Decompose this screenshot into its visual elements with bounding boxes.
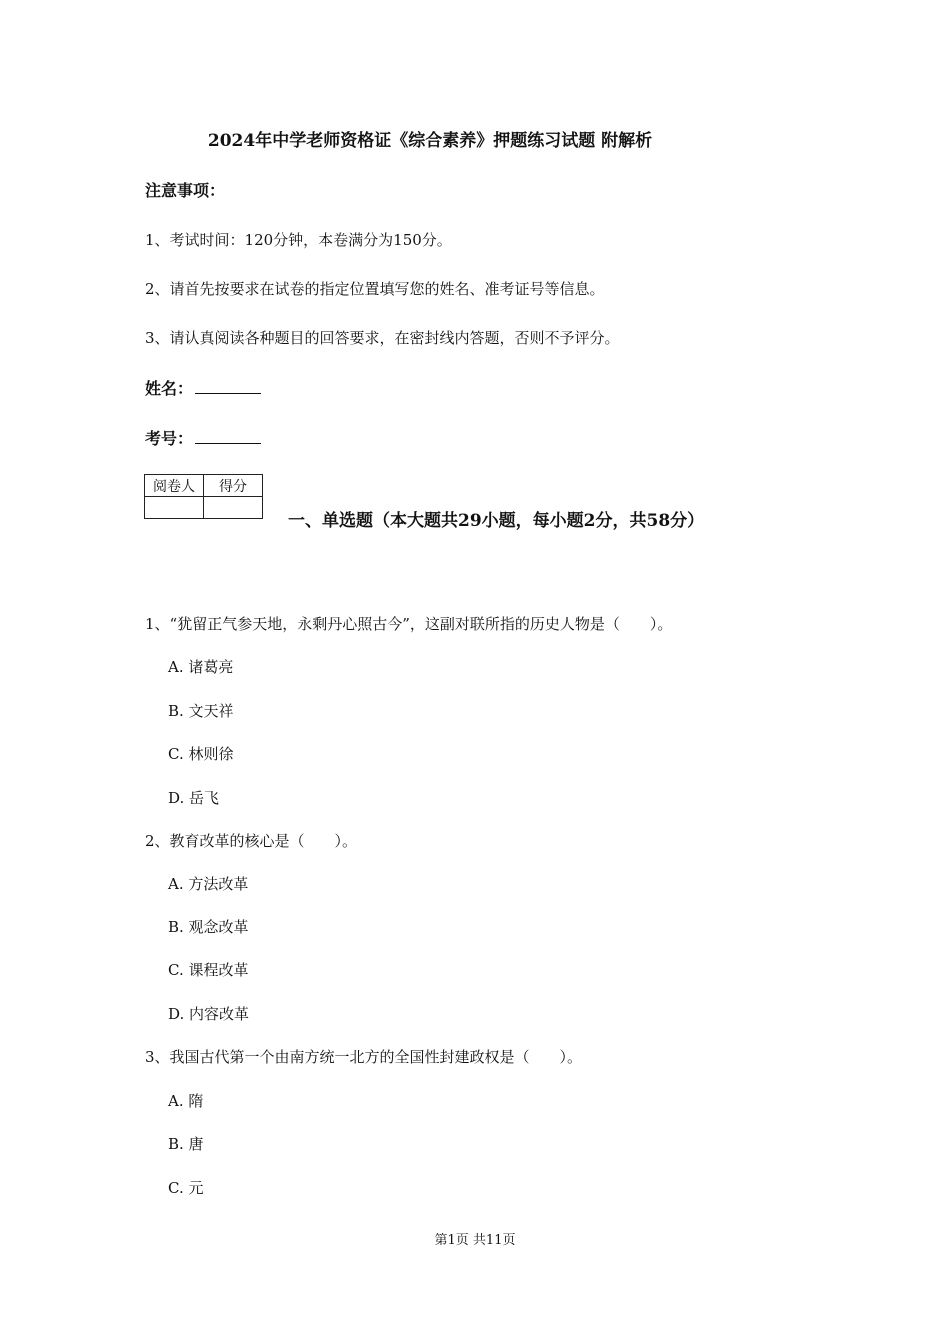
question-option: C. 课程改革	[168, 961, 249, 979]
question-option: B. 唐	[168, 1135, 204, 1153]
section-title: 一、单选题（本大题共29小题，每小题2分，共58分）	[288, 511, 705, 531]
question-text: 1、“犹留正气参天地，永剩丹心照古今”，这副对联所指的历史人物是（ ）。	[145, 615, 673, 633]
notice-item: 2、请首先按要求在试卷的指定位置填写您的姓名、准考证号等信息。	[145, 280, 605, 298]
question-option: C. 元	[168, 1179, 204, 1197]
notice-item: 1、考试时间：120分钟，本卷满分为150分。	[145, 231, 452, 249]
exam-id-label: 考号：	[145, 429, 194, 448]
score-table-cell-grader	[145, 497, 204, 519]
question-option: B. 观念改革	[168, 918, 249, 936]
question-option: D. 内容改革	[168, 1005, 250, 1023]
document-title: 2024年中学老师资格证《综合素养》押题练习试题 附解析	[207, 131, 653, 151]
notice-item: 3、请认真阅读各种题目的回答要求，在密封线内答题，否则不予评分。	[145, 329, 620, 347]
question-text: 3、我国古代第一个由南方统一北方的全国性封建政权是（ ）。	[145, 1048, 583, 1066]
question-option: B. 文天祥	[168, 702, 234, 720]
exam-id-blank-line[interactable]	[195, 429, 261, 444]
name-label: 姓名：	[145, 379, 194, 398]
question-option: A. 诸葛亮	[168, 658, 234, 676]
question-option: A. 方法改革	[168, 875, 249, 893]
notice-heading: 注意事项：	[145, 181, 226, 200]
exam-id-field	[145, 426, 261, 449]
score-table-header-grader: 阅卷人	[145, 475, 204, 497]
question-option: A. 隋	[168, 1092, 204, 1110]
page-footer: 第1页 共11页	[434, 1233, 516, 1248]
score-table-cell-score	[204, 497, 263, 519]
name-field	[145, 376, 261, 399]
question-option: C. 林则徐	[168, 745, 234, 763]
name-blank-line[interactable]	[195, 379, 261, 394]
score-table-header-score: 得分	[204, 475, 263, 497]
score-table	[144, 474, 263, 519]
question-text: 2、教育改革的核心是（ ）。	[145, 832, 358, 850]
question-option: D. 岳飞	[168, 789, 220, 807]
